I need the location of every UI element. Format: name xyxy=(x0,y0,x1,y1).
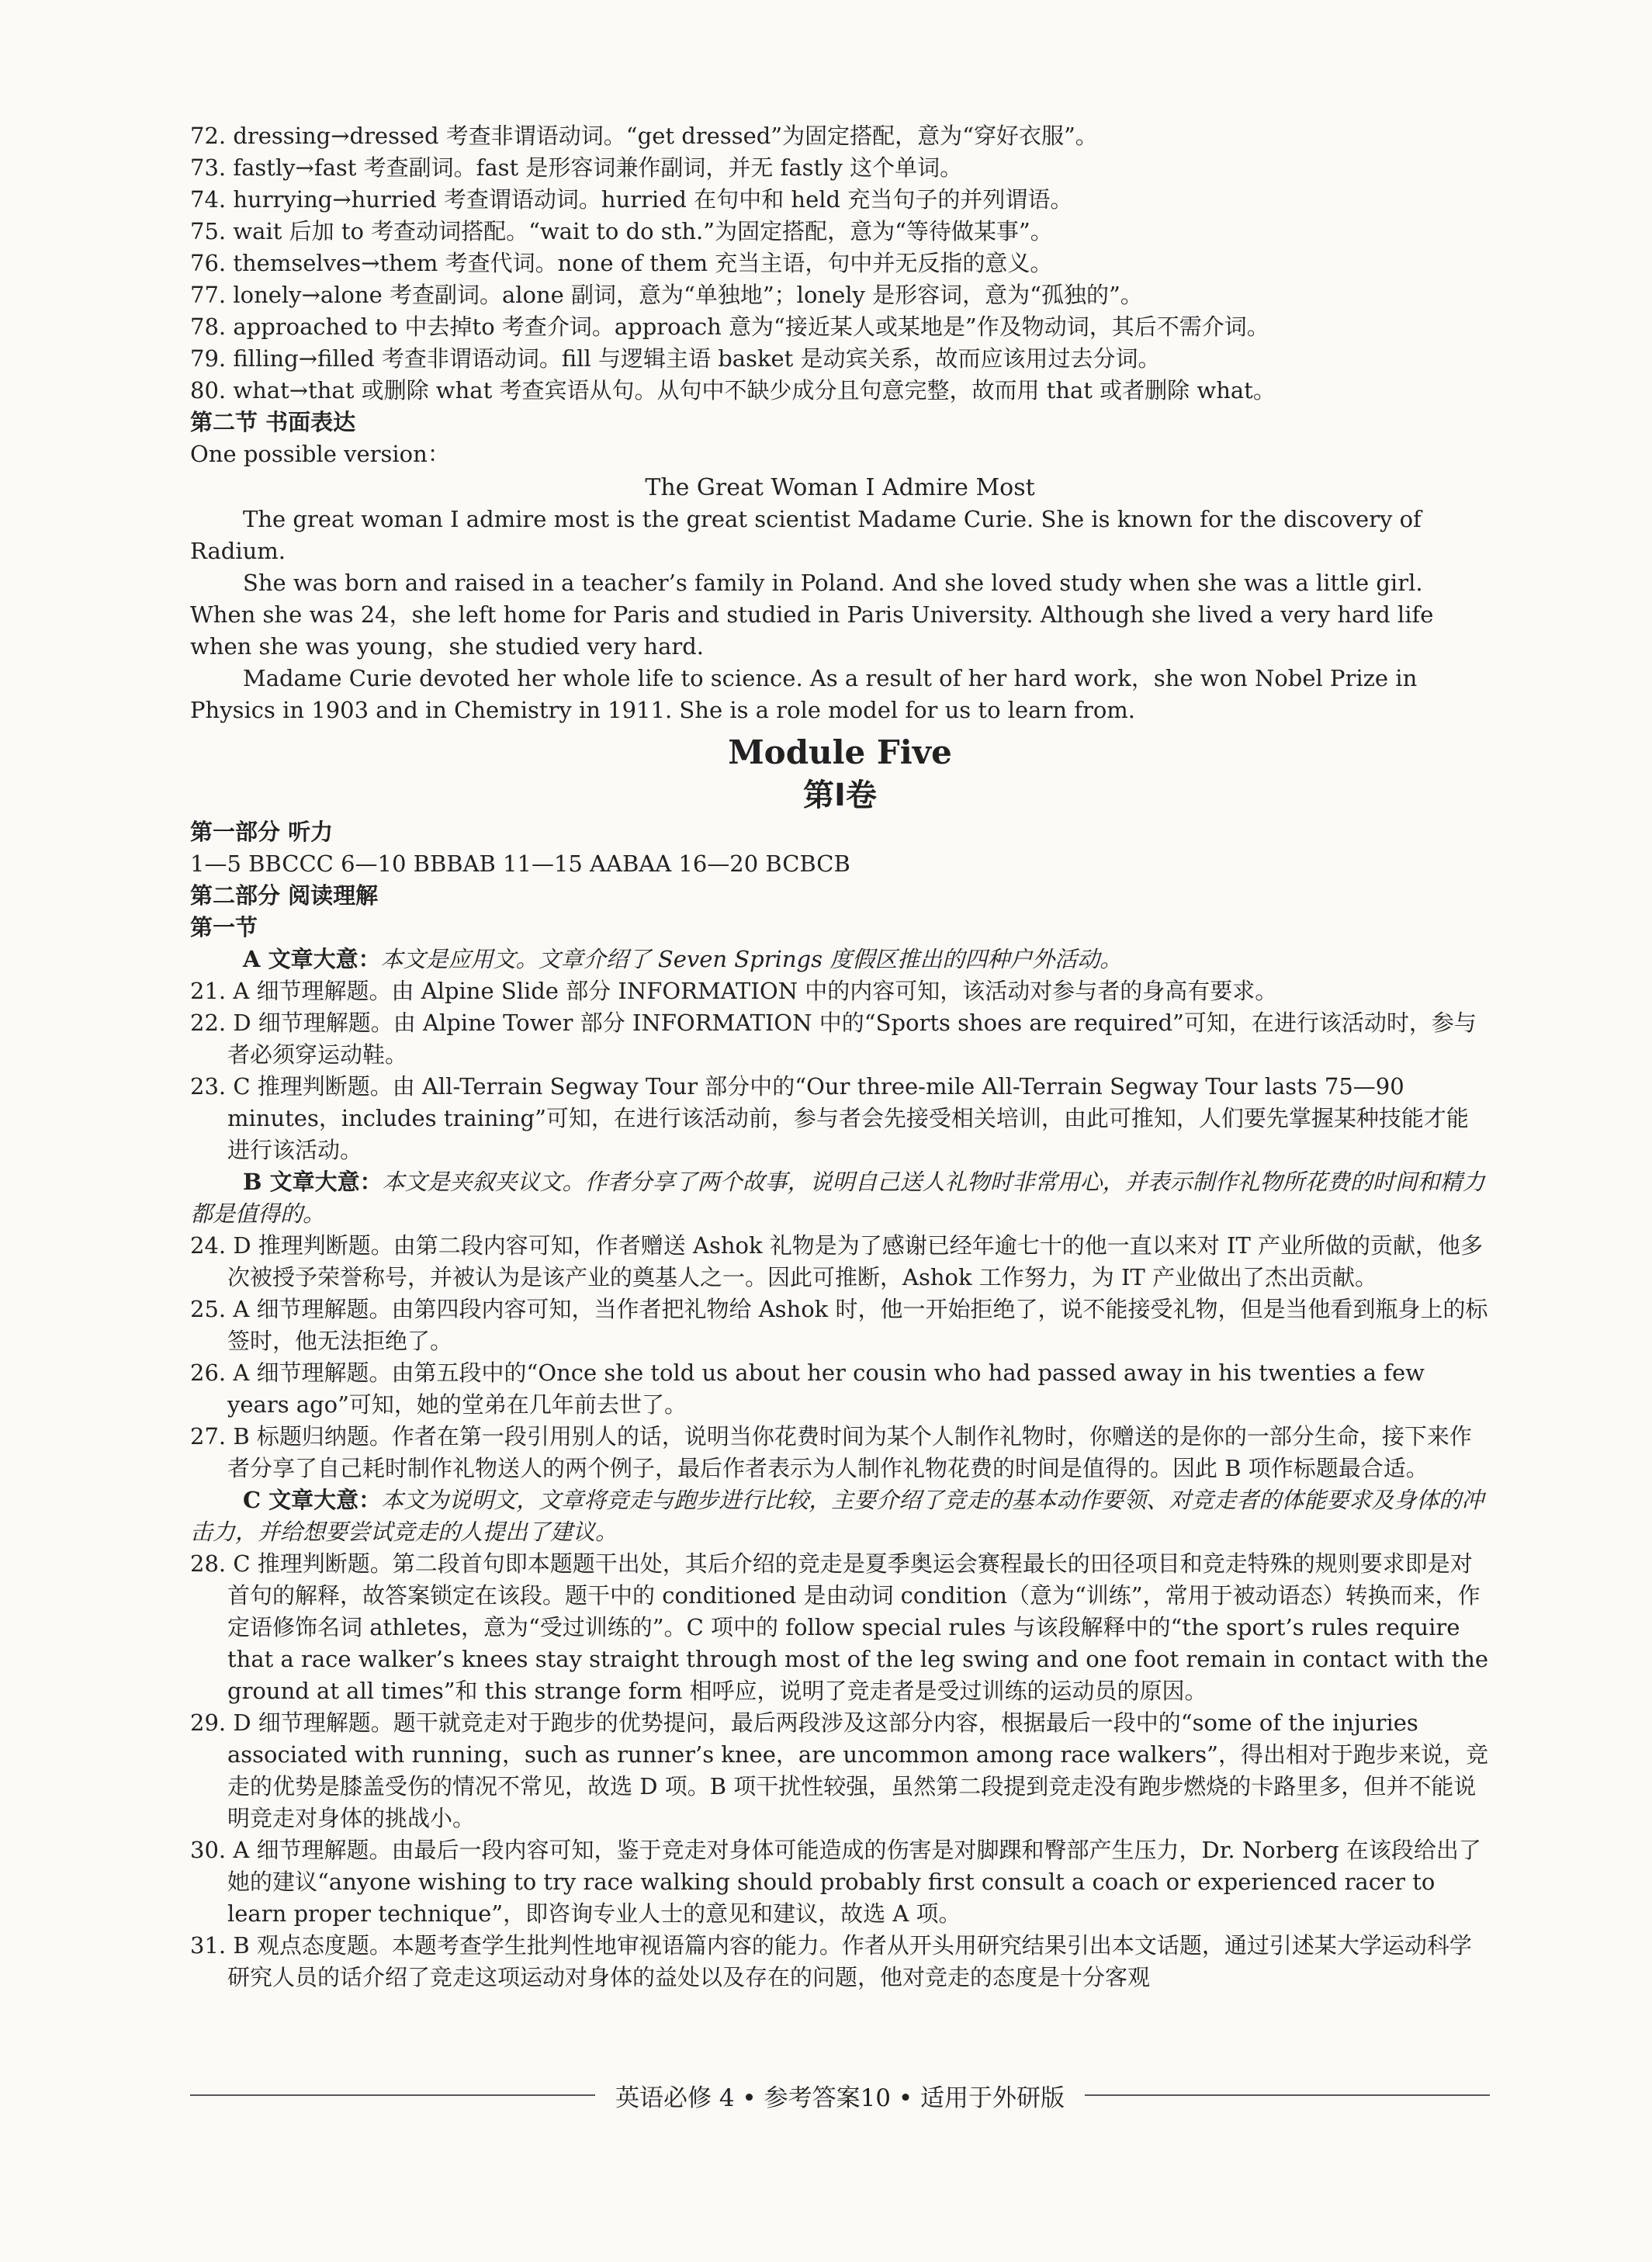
answer-explanation: 23. C 推理判断题。由 All-Terrain Segway Tour 部分中的“Our three-mile All-Terrain Segway Tour lasts 75—90 minutes，includes training”可知，在进行该活动前，参与者会先接受相关培训，由此可推知，人们要先掌握某种技能才能进行该活动。 xyxy=(190,1073,1469,1163)
answer-key-content xyxy=(190,120,1490,1994)
summary-label: A 文章大意： xyxy=(243,946,381,972)
answer-line: 74. hurrying→hurried 考查谓语动词。hurried 在句中和 held 充当句子的并列谓语。 xyxy=(190,186,1073,213)
essay-paragraph: Madame Curie devoted her whole life to science. As a result of her hard work，she won Nobel Prize in Physics in 1903 and in Chemistry in 1911. She is a role model for us to learn from. xyxy=(190,665,1418,723)
answer-explanation: 24. D 推理判断题。由第二段内容可知，作者赠送 Ashok 礼物是为了感谢已经年逾七十的他一直以来对 IT 产业所做的贡献，他多次被授予荣誉称号，并被认为是该产业的奠基人之一。因此可推断，Ashok 工作努力，为 IT 产业做出了杰出贡献。 xyxy=(190,1232,1484,1290)
part2-heading: 第二部分 阅读理解 xyxy=(190,882,379,909)
essay-paragraph: She was born and raised in a teacher’s family in Poland. And she loved study when she was a little girl. When she was 24，she left home for Paris and studied in Paris University. Although she lived a very hard life when she was young，she studied very hard. xyxy=(190,570,1434,660)
passage-c-summary xyxy=(190,1484,1490,1548)
answer-explanation: 22. D 细节理解题。由 Alpine Tower 部分 INFORMATION 中的“Sports shoes are required”可知，在进行该活动时，参与者必须穿运动鞋。 xyxy=(190,1010,1477,1068)
answer-line: 80. what→that 或删除 what 考查宾语从句。从句中不缺少成分且句意完整，故而用 that 或者删除 what。 xyxy=(190,377,1276,404)
summary-text: 本文是应用文。文章介绍了 Seven Springs 度假区推出的四种户外活动。 xyxy=(380,946,1123,972)
writing-intro: One possible version： xyxy=(190,441,450,467)
writing-section-heading: 第二节 书面表达 xyxy=(190,409,356,435)
footer-rule-left xyxy=(190,2094,595,2096)
essay-paragraph: The great woman I admire most is the great scientist Madame Curie. She is known for the discovery of Radium. xyxy=(190,506,1422,564)
section1-heading: 第一节 xyxy=(190,914,258,940)
answer-line: 75. wait 后加 to 考查动词搭配。“wait to do sth.”为固定搭配，意为“等待做某事”。 xyxy=(190,218,1053,244)
summary-text: 本文是夹叙夹议文。作者分享了两个故事，说明自己送人礼物时非常用心，并表示制作礼物所花费的时间和精力都是值得的。 xyxy=(190,1169,1485,1227)
footer-rule-right xyxy=(1085,2094,1490,2096)
module-title: Module Five xyxy=(728,733,952,771)
answer-line: 77. lonely→alone 考查副词。alone 副词，意为“单独地”；lonely 是形容词，意为“孤独的”。 xyxy=(190,282,1143,308)
answer-line: 72. dressing→dressed 考查非谓语动词。“get dressed”为固定搭配，意为“穿好衣服”。 xyxy=(190,123,1098,149)
answer-explanation: 28. C 推理判断题。第二段首句即本题题干出处，其后介绍的竞走是夏季奥运会赛程最长的田径项目和竞走特殊的规则要求即是对首句的解释，故答案锁定在该段。题干中的 conditioned 是由动词 condition（意为“训练”，常用于被动语态）转换而来，作定语修饰名词 athletes，意为“受过训练的”。C 项中的 follow special rules 与该段解释中的“the sport’s rules require that a race walker’s knees stay straight through most of the leg swing and one foot remain in contact with the ground at all times”和 this strange form 相呼应，说明了竞走者是受过训练的运动员的原因。 xyxy=(190,1550,1489,1704)
answer-explanation: 25. A 细节理解题。由第四段内容可知，当作者把礼物给 Ashok 时，他一开始拒绝了，说不能接受礼物，但是当他看到瓶身上的标签时，他无法拒绝了。 xyxy=(190,1296,1488,1354)
summary-text: 本文为说明文，文章将竞走与跑步进行比较，主要介绍了竞走的基本动作要领、对竞走者的体能要求及身体的冲击力，并给想要尝试竞走的人提出了建议。 xyxy=(190,1487,1484,1545)
answer-line: 76. themselves→them 考查代词。none of them 充当主语，句中并无反指的意义。 xyxy=(190,250,1053,276)
answer-line: 73. fastly→fast 考查副词。fast 是形容词兼作副词，并无 fastly 这个单词。 xyxy=(190,154,963,181)
essay-title: The Great Woman I Admire Most xyxy=(645,474,1035,501)
volume-title: 第Ⅰ卷 xyxy=(803,778,877,813)
summary-label: C 文章大意： xyxy=(243,1487,382,1513)
passage-b-summary xyxy=(190,1166,1490,1230)
answer-line: 78. approached to 中去掉to 考查介词。approach 意为“接近某人或某地是”作及物动词，其后不需介词。 xyxy=(190,313,1269,340)
answer-explanation: 31. B 观点态度题。本题考查学生批判性地审视语篇内容的能力。作者从开头用研究结果引出本文话题，通过引述某大学运动科学研究人员的话介绍了竞走这项运动对身体的益处以及存在的问题，他对竞走的态度是十分客观 xyxy=(190,1932,1472,1990)
passage-a-summary xyxy=(190,944,1490,975)
summary-label: B 文章大意： xyxy=(243,1169,383,1195)
answer-line: 79. filling→filled 考查非谓语动词。fill 与逻辑主语 basket 是动宾关系，故而应该用过去分词。 xyxy=(190,345,1161,372)
part1-heading: 第一部分 听力 xyxy=(190,819,334,845)
answer-explanation: 29. D 细节理解题。题干就竞走对于跑步的优势提问，最后两段涉及这部分内容，根据最后一段中的“some of the injuries associated with running，such as runner’s knee，are uncommon among race walkers”，得出相对于跑步来说，竞走的优势是膝盖受伤的情况不常见，故选 D 项。B 项干扰性较强，虽然第二段提到竞走没有跑步燃烧的卡路里多，但并不能说明竞走对身体的挑战小。 xyxy=(190,1709,1488,1831)
answer-explanation: 21. A 细节理解题。由 Alpine Slide 部分 INFORMATION 中的内容可知，该活动对参与者的身高有要求。 xyxy=(190,978,1278,1004)
listening-answers: 1—5 BBCCC 6—10 BBBAB 11—15 AABAA 16—20 BCBCB xyxy=(190,850,850,877)
page-footer xyxy=(190,2080,1490,2111)
answer-explanation: 27. B 标题归纳题。作者在第一段引用别人的话，说明当你花费时间为某个人制作礼物时，你赠送的是你的一部分生命，接下来作者分享了自己耗时制作礼物送人的两个例子，最后作者表示为人制作礼物花费的时间是值得的。因此 B 项作标题最合适。 xyxy=(190,1423,1472,1481)
answer-explanation: 30. A 细节理解题。由最后一段内容可知，鉴于竞走对身体可能造成的伤害是对脚踝和臀部产生压力，Dr. Norberg 在该段给出了她的建议“anyone wishing to try race walking should probably first consult a coach or experienced racer to learn proper technique”，即咨询专业人士的意见和建议，故选 A 项。 xyxy=(190,1837,1481,1927)
answer-explanation: 26. A 细节理解题。由第五段中的“Once she told us about her cousin who had passed away in his twenties a few years ago”可知，她的堂弟在几年前去世了。 xyxy=(190,1360,1425,1418)
error-correction-answers xyxy=(190,120,1490,407)
footer-text: 英语必修 4 • 参考答案10 • 适用于外研版 xyxy=(615,2084,1065,2112)
